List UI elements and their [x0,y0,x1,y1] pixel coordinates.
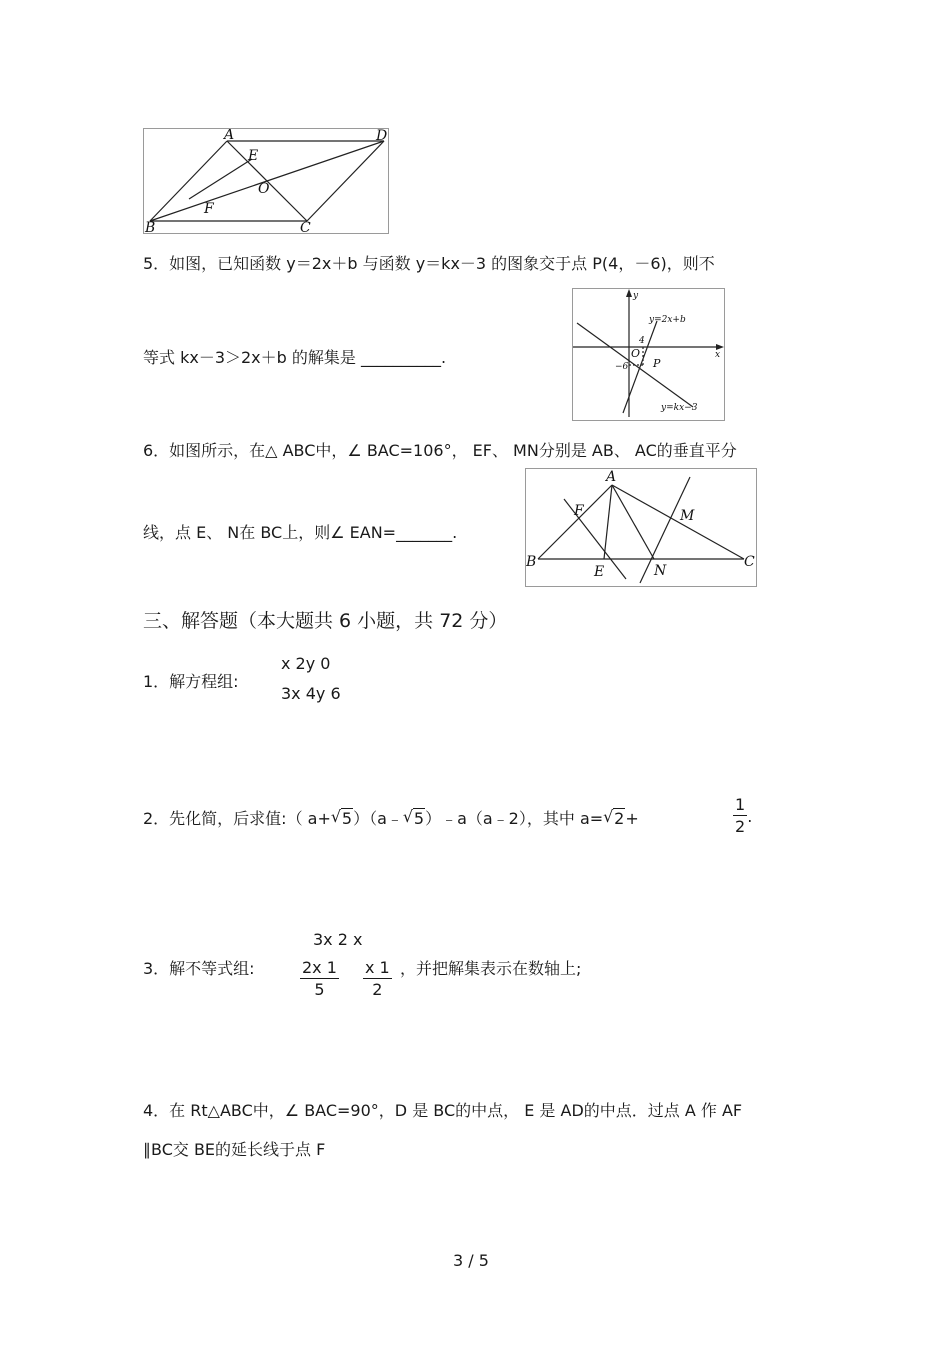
q6-line1: 6．如图所示，在△ ABC中，∠ BAC=106°， EF、 MN分别是 AB、 AC的垂直平分 [143,441,737,460]
p2-frac-den: 2 [735,817,746,836]
label-F: F [204,201,214,217]
p1-label: 1．解方程组: [143,672,239,691]
label-C: C [744,554,755,570]
parallelogram-figure [143,128,389,234]
p3-frac1: $\frac{2x 1}{5}$ [302,958,337,999]
function-graph [573,289,724,420]
y-axis-label: y [633,291,639,301]
p2-plus: + [625,809,639,828]
p3-frac2: $\frac{x 1}{2}$ [365,958,390,999]
line1-label: y=2x+b [649,315,686,325]
p2-end: . [747,807,753,826]
p1-eq2: 3x 4y 6 [281,684,341,703]
point-p-label: P [653,357,661,370]
tick-y-label: −6 [615,362,629,372]
p2-mid1: ）（a﹣ [353,809,403,828]
p4-line1: 4．在 Rt△ABC中，∠ BAC=90°，D 是 BC的中点， E 是 AD的中点．过点 A 作 AF [143,1101,743,1120]
label-A: A [224,129,235,143]
p3-ineq1: 3x 2 x [313,930,363,949]
function-graph-figure [572,288,725,421]
triangle-figure [525,468,757,587]
sqrt-5-a: √ 5 [330,807,353,828]
parallelogram-diagram [144,129,388,233]
sqrt-2: √ 2 [603,807,625,828]
label-E: E [594,564,605,580]
label-E: E [248,148,259,164]
label-O: O [258,181,270,197]
p2-label: 2．先化简，后求值:（ a+ [143,809,331,828]
p3-label: 3．解不等式组: [143,959,255,978]
label-C: C [300,220,311,233]
label-A: A [606,469,617,485]
x-axis-label: x [715,350,721,360]
label-B: B [145,220,156,233]
line2-label: y=kx−3 [661,403,698,413]
label-B: B [526,554,537,570]
q6-line2: 线，点 E、 N在 BC上，则∠ EAN=_______. [143,523,458,542]
page-number: 3 / 5 [453,1251,489,1270]
q5-line2: 等式 kx－3＞2x＋b 的解集是 __________. [143,348,447,367]
p3-tail: ，并把解集表示在数轴上; [400,959,582,978]
sqrt-5-b: √ 5 [402,807,425,828]
p1-eq1: x 2y 0 [281,654,331,673]
q5-line1: 5．如图，已知函数 y＝2x＋b 与函数 y＝kx－3 的图象交于点 P(4，－6)，则不 [143,254,715,273]
origin-label: O [631,347,641,360]
tick-x-label: 4 [639,336,645,346]
p2-expression [143,806,639,829]
triangle-diagram [526,469,756,586]
label-M: M [680,508,695,524]
label-F: F [574,503,584,519]
p2-mid2: ）﹣a（a﹣2），其中 a= [425,809,604,828]
p4-line2: ∥BC交 BE的延长线于点 F [143,1140,326,1159]
p2-fraction [733,795,752,838]
label-D: D [376,129,388,144]
label-N: N [654,563,667,579]
section3-title: 三、解答题（本大题共 6 小题，共 72 分） [143,610,508,632]
p2-frac-num: 1 [735,795,746,814]
